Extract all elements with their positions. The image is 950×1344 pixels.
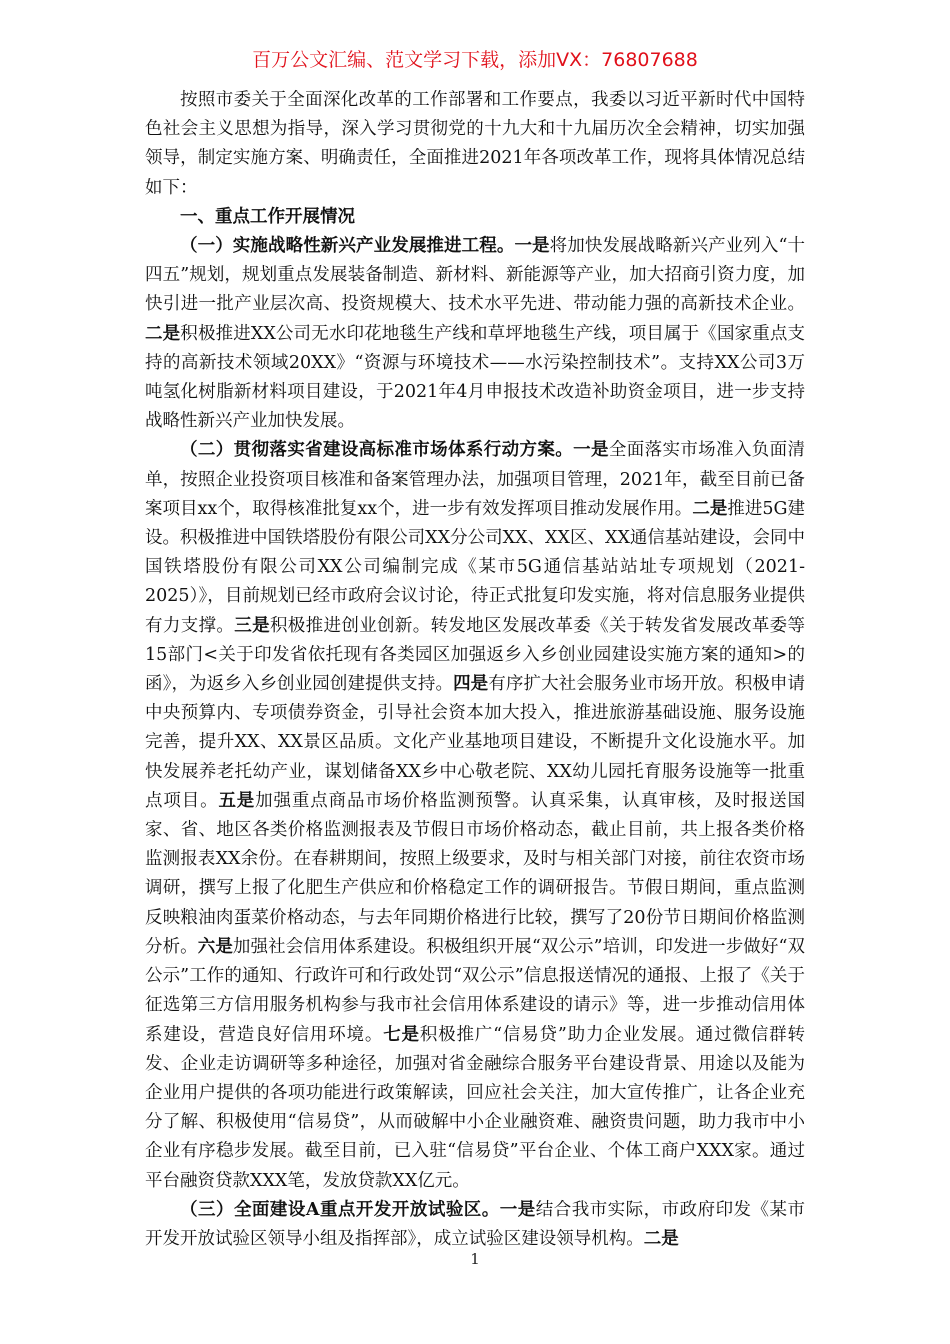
item1-paragraph — [145, 232, 805, 436]
item2-paragraph — [145, 436, 805, 1195]
item2-text-7: 积极推广“信易贷”助力企业发展。通过微信群转发、企业走访调研等多种途径，加强对省金融综合服务平台建设背景、用途以及能为企业用户提供的各项功能进行政策解读，回应社会关注，加大宣传推广，让各企业充分了解、积极使用“信易贷”，从而破解中小企业融资难、融资贵问题，助力我市中小企业有序稳步发展。截至目前，已入驻“信易贷”平台企业、个体工商户XXX家。通过平台融资贷款XXX笔，发放贷款XX亿元。 — [145, 1024, 805, 1191]
item1-text-1: 将加快发展战略新兴产业列入“十四五”规划，规划重点发展装备制造、新材料、新能源等产业，加大招商引资力度，加快引进一批产业层次高、投资规模大、技术水平先进、带动能力强的高新技术企业。 — [145, 236, 806, 315]
item2-text-5: 加强重点商品市场价格监测预警。认真采集，认真审核，及时报送国家、省、地区各类价格监测报表及节假日市场价格动态，截止目前，共上报各类价格监测报表XX余份。在春耕期间，按照上级要求，及时与相关部门对接，前往农资市场调研，撰写上报了化肥生产供应和价格稳定工作的调研报告。节假日期间，重点监测反映粮油肉蛋菜价格动态，与去年同期价格进行比较，撰写了20份节日期间价格监测分析。 — [145, 790, 806, 957]
item3-marker-2: 二是 — [643, 1228, 679, 1249]
item1-title: （一）实施战略性新兴产业发展推进工程。 — [180, 236, 515, 257]
item2-title: （二）贯彻落实省建设高标准市场体系行动方案。 — [180, 440, 574, 461]
item1-text-2: 积极推进XX公司无水印花地毯生产线和草坪地毯生产线，项目属于《国家重点支持的高新技术领域20XX》“资源与环境技术——水污染控制技术”。支持XX公司3万吨氢化树脂新材料项目建设，于2021年4月申报技术改造补助资金项目，进一步支持战略性新兴产业加快发展。 — [145, 323, 806, 432]
section-heading: 一、重点工作开展情况 — [180, 206, 355, 227]
promo-banner: 百万公文汇编、范文学习下载，添加VX：76807688 — [252, 49, 698, 71]
item1-marker-2: 二是 — [145, 323, 181, 344]
item2-marker-7: 七是 — [383, 1024, 420, 1045]
item1-marker-1: 一是 — [514, 236, 550, 257]
item2-marker-4: 四是 — [453, 674, 489, 695]
item2-marker-3: 三是 — [234, 615, 270, 636]
item2-text-1: 全面落实市场准入负面清单，按照企业投资项目核准和备案管理办法，加强项目管理，2021年，截至目前已备案项目xx个，取得核准批复xx个，进一步有效发挥项目推动发展作用。 — [145, 440, 806, 519]
item2-marker-1: 一是 — [573, 440, 609, 461]
item2-text-6: 加强社会信用体系建设。积极组织开展“双公示”培训，印发进一步做好“双公示”工作的通知、行政许可和行政处罚“双公示”信息报送情况的通报、上报了《关于征选第三方信用服务机构参与我市社会信用体系建设的请示》等，进一步推动信用体系建设，营造良好信用环境。 — [145, 936, 806, 1045]
item3-paragraph — [145, 1196, 805, 1254]
item3-marker-1: 一是 — [499, 1199, 536, 1220]
item2-text-4: 有序扩大社会服务业市场开放。积极申请中央预算内、专项债券资金，引导社会资本加大投入，推进旅游基础设施、服务设施完善，提升XX、XX景区品质。文化产业基地项目建设，不断提升文化设施水平。加快发展养老托幼产业，谋划储备XX乡中心敬老院、XX幼儿园托育服务设施等一批重点项目。 — [145, 674, 806, 811]
item2-marker-2: 二是 — [692, 498, 728, 519]
item2-text-3: 积极推进创业创新。转发地区发展改革委《关于转发省发展改革委等15部门<关于印发省依托现有各类园区加强返乡入乡创业园建设实施方案的通知>的函》，为返乡入乡创业园创建提供支持。 — [145, 615, 806, 695]
page-number: 1 — [470, 1250, 480, 1268]
intro-paragraph: 按照市委关于全面深化改革的工作部署和工作要点，我委以习近平新时代中国特色社会主义思想为指导，深入学习贯彻党的十九大和十九届历次全会精神，切实加强领导，制定实施方案、明确责任，全面推进2021年各项改革工作，现将具体情况总结如下： — [145, 90, 805, 198]
item2-marker-5: 五是 — [218, 790, 256, 811]
item3-title: （三）全面建设A重点开发开放试验区。 — [180, 1199, 500, 1220]
item3-text-1: 结合我市实际，市政府印发《某市开发开放试验区领导小组及指挥部》，成立试验区建设领导机构。 — [145, 1199, 806, 1249]
document-body — [145, 86, 805, 1254]
item2-marker-6: 六是 — [197, 936, 233, 957]
item2-text-2: 推进5G建设。积极推进中国铁塔股份有限公司XX分公司XX、XX区、XX通信基站建设，会同中国铁塔股份有限公司XX公司编制完成《某市5G通信基站站址专项规划（2021-2025）》，目前规划已经市政府会议讨论，待正式批复印发实施，将对信息服务业提供有力支撑。 — [145, 498, 805, 636]
